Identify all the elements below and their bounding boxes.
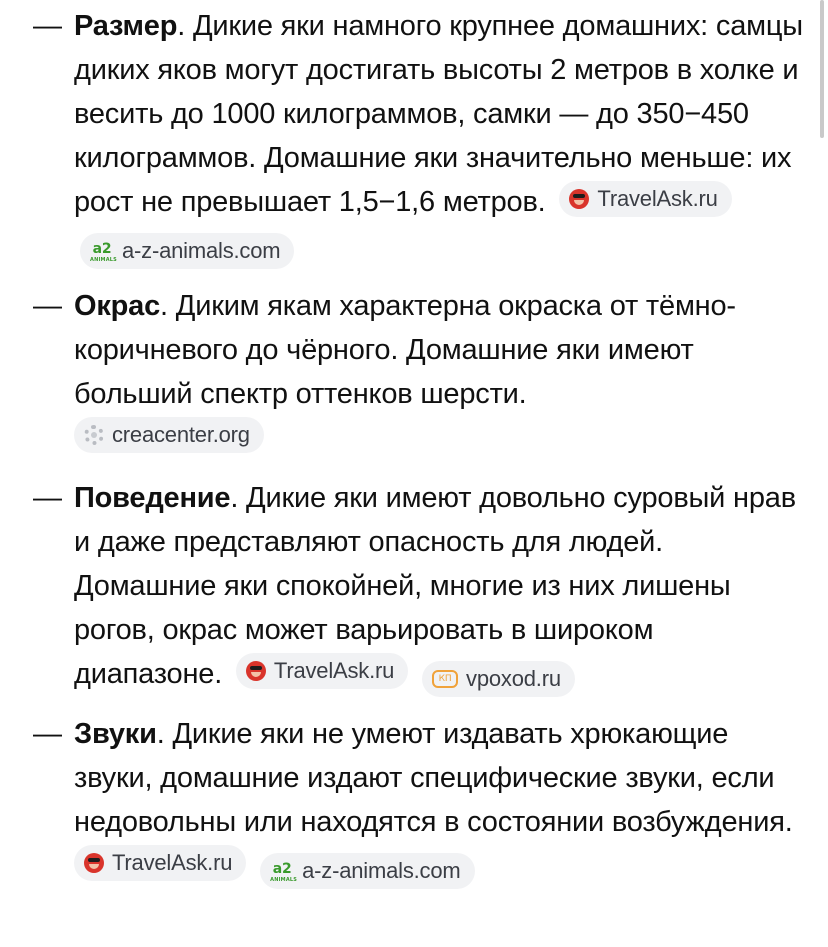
- dash-marker: —: [33, 718, 62, 750]
- vpoxod-icon: КП: [432, 670, 458, 688]
- list-item-behavior: [0, 476, 828, 697]
- travelask-icon: [84, 853, 104, 873]
- item-text: . Диким якам характерна окраска от тёмно-коричневого до чёрного. Домашние яки имеют больший спектр оттенков шерсти.: [74, 290, 736, 410]
- source-chip-creacenter[interactable]: [74, 417, 264, 453]
- item-text: . Дикие яки имеют довольно суровый нрав и даже представляют опасность для людей. Домашние яки спокойней, многие из них лишены рогов, окрас может варьировать в широком диапазоне.: [74, 482, 796, 690]
- source-label: TravelAsk.ru: [112, 850, 233, 875]
- source-label: a-z-animals.com: [302, 858, 461, 883]
- source-label: creacenter.org: [112, 422, 250, 447]
- source-label: TravelAsk.ru: [597, 186, 718, 211]
- dash-marker: —: [33, 290, 62, 322]
- item-text: . Дикие яки не умеют издавать хрюкающие звуки, домашние издают специфические звуки, если недовольны или находятся в состоянии возбуждения.: [74, 718, 793, 838]
- source-chip-az-animals[interactable]: [80, 233, 294, 269]
- source-label: a-z-animals.com: [122, 238, 281, 263]
- item-text: . Дикие яки намного крупнее домашних: самцы диких яков могут достигать высоты 2 метров в холке и весить до 1000 килограммов, самки — до 350−450 килограммов. Домашние яки значительно меньше: их рост не превышает 1,5−1,6 метров.: [74, 10, 803, 218]
- list-item-color: [0, 284, 828, 460]
- item-term: Поведение: [74, 482, 231, 514]
- az-animals-icon: a2 ANIMALS: [90, 241, 117, 263]
- scrollbar[interactable]: [820, 0, 824, 138]
- item-term: Размер: [74, 10, 178, 42]
- source-chip-travelask[interactable]: [559, 181, 731, 217]
- list-item-size: [0, 4, 828, 269]
- item-term: Звуки: [74, 718, 157, 750]
- source-chip-az-animals[interactable]: [260, 853, 474, 889]
- dash-marker: —: [33, 482, 62, 514]
- creacenter-icon: [84, 425, 104, 445]
- source-label: TravelAsk.ru: [273, 658, 395, 683]
- source-label: vpoxod.ru: [466, 666, 561, 691]
- travelask-icon: [246, 661, 266, 681]
- travelask-icon: [569, 189, 589, 209]
- source-chip-travelask[interactable]: [74, 845, 246, 881]
- source-chip-vpoxod[interactable]: [422, 661, 575, 697]
- dash-marker: —: [33, 10, 62, 42]
- source-chip-travelask[interactable]: [236, 653, 408, 689]
- az-animals-icon: a2 ANIMALS: [270, 861, 298, 883]
- item-term: Окрас: [74, 290, 161, 322]
- list-item-sounds: [0, 712, 828, 889]
